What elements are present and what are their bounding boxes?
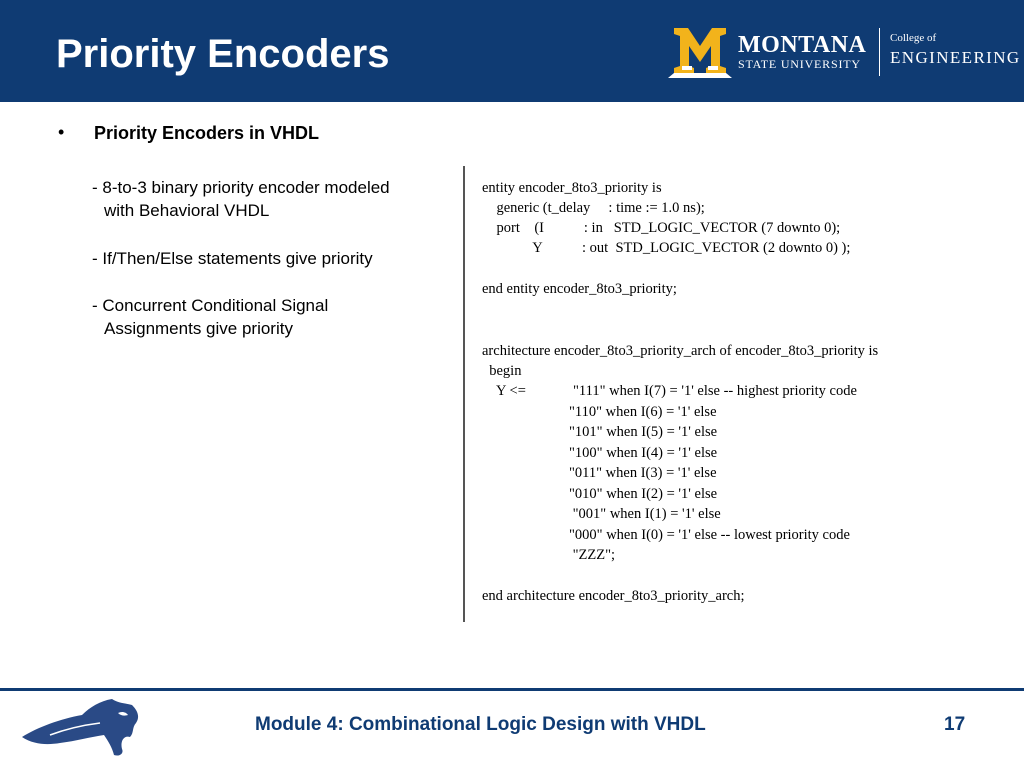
code-line: Y <= "111" when I(7) = '1' else -- highest priority code bbox=[482, 383, 857, 399]
code-line: "000" when I(0) = '1' else -- lowest priority code bbox=[482, 527, 850, 543]
logo-divider bbox=[879, 28, 880, 76]
slide-title: Priority Encoders bbox=[56, 32, 390, 76]
montana-wordmark: MONTANA bbox=[738, 32, 867, 58]
code-line: entity encoder_8to3_priority is bbox=[482, 180, 662, 196]
code-line: "110" when I(6) = '1' else bbox=[482, 404, 717, 420]
montana-m-icon bbox=[668, 24, 732, 78]
code-line: "001" when I(1) = '1' else bbox=[482, 506, 721, 522]
footer-module-title: Module 4: Combinational Logic Design with VHDL bbox=[255, 714, 706, 735]
slide-header bbox=[0, 0, 1024, 102]
bullet-marker: • bbox=[58, 122, 65, 142]
code-line: Y : out STD_LOGIC_VECTOR (2 downto 0) ); bbox=[482, 240, 851, 256]
code-line: "011" when I(3) = '1' else bbox=[482, 465, 717, 481]
point-line: - Concurrent Conditional Signal bbox=[92, 296, 329, 315]
college-name-label: ENGINEERING bbox=[890, 48, 1021, 67]
college-of-label: College of bbox=[890, 32, 937, 44]
page-number: 17 bbox=[944, 714, 966, 735]
code-line: architecture encoder_8to3_priority_arch of encoder_8to3_priority is bbox=[482, 343, 879, 359]
bullet-point-2 bbox=[92, 247, 452, 270]
column-divider bbox=[463, 166, 465, 622]
code-line: end architecture encoder_8to3_priority_arch; bbox=[482, 588, 745, 604]
bullet-point-1 bbox=[92, 176, 452, 222]
bobcat-logo-icon bbox=[20, 697, 142, 757]
code-line: port (I : in STD_LOGIC_VECTOR (7 downto 0); bbox=[482, 220, 841, 236]
point-line: - 8-to-3 binary priority encoder modeled bbox=[92, 178, 390, 197]
code-line: generic (t_delay : time := 1.0 ns); bbox=[482, 200, 705, 216]
point-line: - If/Then/Else statements give priority bbox=[92, 249, 373, 268]
code-line: "100" when I(4) = '1' else bbox=[482, 445, 718, 461]
point-line: with Behavioral VHDL bbox=[104, 201, 270, 220]
code-line: "101" when I(5) = '1' else bbox=[482, 424, 718, 440]
section-heading: Priority Encoders in VHDL bbox=[94, 123, 320, 143]
state-university-wordmark: STATE UNIVERSITY bbox=[738, 57, 861, 71]
code-line: end entity encoder_8to3_priority; bbox=[482, 281, 677, 297]
footer-rule bbox=[0, 688, 1024, 691]
point-line: Assignments give priority bbox=[104, 319, 293, 338]
university-logo bbox=[668, 24, 1021, 80]
bullet-point-3 bbox=[92, 294, 452, 340]
code-line: "010" when I(2) = '1' else bbox=[482, 486, 718, 502]
code-line: begin bbox=[482, 363, 522, 379]
code-line: "ZZZ"; bbox=[482, 547, 616, 563]
